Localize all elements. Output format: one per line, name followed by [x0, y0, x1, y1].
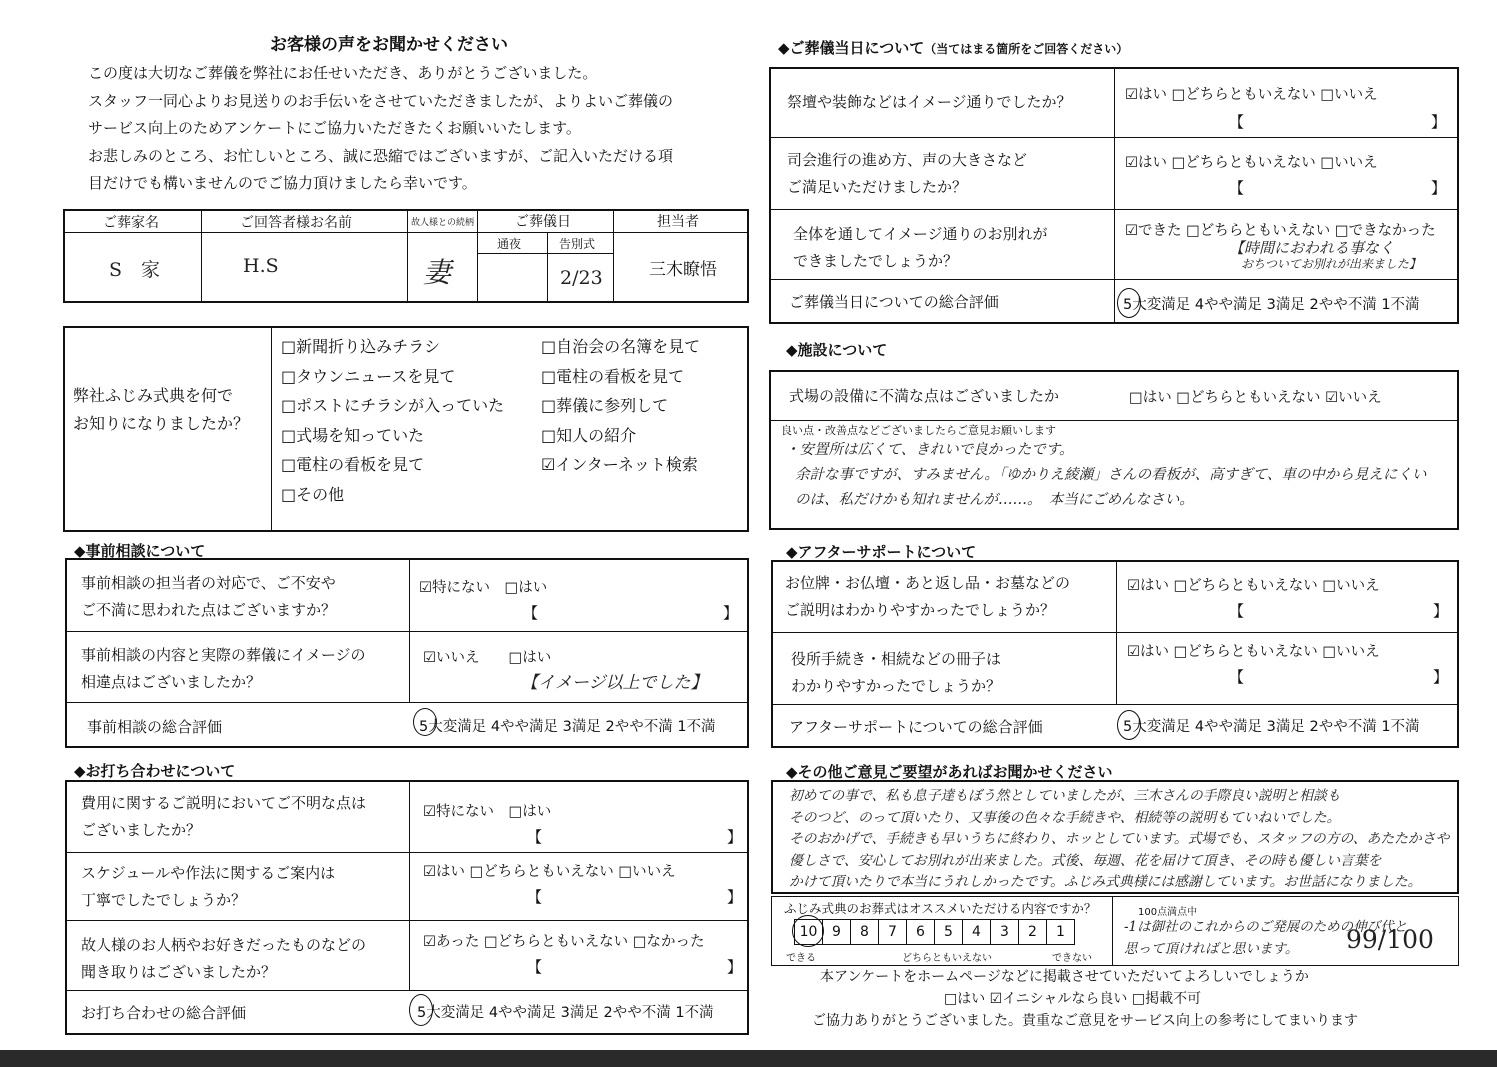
score-circle [792, 915, 824, 947]
meeting-q3 [81, 932, 366, 986]
after-section [771, 560, 1459, 748]
question-line: ご不満に思われた点はございますか？ [81, 601, 337, 619]
score-cell[interactable]: 8 [850, 919, 879, 945]
pre-q1-options[interactable]: ☑特にない □はい [419, 580, 548, 596]
bracket-right: 】 [727, 888, 743, 906]
day-q2-options[interactable]: ☑はい □どちらともいえない □いいえ [1125, 155, 1378, 171]
comment-line: 初めての事で、私も息子達もぼう然としていましたが、三木さんの手際良い説明と相談も [789, 788, 1341, 804]
source-option[interactable]: □式場を知っていた [281, 425, 425, 445]
comment-line: そのつど、のって頂いたり、又事後の色々な手続きや、相続等の説明もていねいでした。 [789, 809, 1341, 826]
source-option[interactable]: □葬儀に参列して [541, 396, 669, 415]
points-label: 100点満点中 [1138, 907, 1198, 918]
facility-section [769, 370, 1459, 530]
question-line: 相違点はございましたか？ [81, 673, 262, 691]
question-line: ご満足いただけましたか？ [787, 178, 968, 196]
day-heading-note: （当てはまる箇所をご回答ください） [924, 42, 1129, 56]
source-option[interactable]: □その他 [281, 484, 345, 504]
source-question-line: お知りになりましたか？ [73, 414, 250, 433]
source-option[interactable]: □自治会の名簿を見て [541, 337, 701, 356]
question-line: 故人様のお人柄やお好きだったものなどの [81, 936, 367, 954]
after-overall-label: アフターサポートについての総合評価 [789, 718, 1043, 736]
comment-line: ・安置所は広くて、きれいで良かったです。 [785, 442, 1074, 458]
day-q3-note-1: 【時間におわれる事なく [1229, 239, 1395, 257]
score-cell[interactable]: 2 [1018, 919, 1047, 945]
bracket-left: 【 [1229, 113, 1245, 131]
intro-line: 目だけでも構いませんのでご協力頂けましたら幸いです。 [88, 174, 477, 192]
bracket-left: 【 [1229, 602, 1245, 620]
meeting-overall-label: お打ち合わせの総合評価 [81, 1004, 247, 1022]
bracket-right: 】 [1431, 113, 1447, 131]
source-option[interactable]: □新聞折り込みチラシ [281, 337, 441, 356]
pre-overall-label: 事前相談の総合評価 [87, 718, 223, 736]
question-line: 司会進行の進め方、声の大きさなど [787, 151, 1028, 169]
question-line: 聞き取りはございましたか？ [81, 963, 277, 981]
day-heading [778, 37, 1128, 58]
source-question-line: 弊社ふじみ式典を何で [73, 386, 234, 405]
header-wake: 通夜 [497, 237, 522, 251]
source-option[interactable]: □電柱の看板を見て [281, 455, 425, 474]
facility-q1-options[interactable]: □はい □どちらともいえない ☑いいえ [1129, 390, 1382, 406]
bracket-left: 【 [527, 828, 543, 846]
intro-text [88, 60, 738, 198]
source-options-col1 [281, 332, 504, 509]
intro-line: スタッフ一同心よりお見送りのお手伝いをさせていただきましたが、よりよいご葬儀の [88, 91, 674, 110]
intro-line: サービス向上のためアンケートにご協力いただきたくお願いいたします。 [88, 119, 581, 137]
meeting-q2 [81, 860, 335, 914]
respondent-name: H.S [243, 255, 279, 277]
day-heading-text: ◆ご葬儀当日について [778, 39, 925, 57]
intro-line: この度は大切なご葬儀を弊社にお任せいただき、ありがとうございました。 [88, 64, 598, 82]
points-comment-1: -1は御社のこれからのご発展のための伸び代と [1124, 919, 1408, 935]
source-option[interactable]: □タウンニュースを見て [281, 366, 456, 386]
after-q1 [785, 570, 1070, 624]
day-overall-rating[interactable]: 5大変満足 4やや満足 3満足 2やや不満 1不満 [1123, 297, 1420, 313]
pre-consult-heading: ◆事前相談について [74, 542, 206, 560]
day-q3-options[interactable]: ☑できた □どちらともいえない □できなかった [1125, 223, 1436, 239]
day-q1-options[interactable]: ☑はい □どちらともいえない □いいえ [1125, 87, 1378, 103]
recommend-question: ふじみ式典のお葬式はオススメいただける内容ですか？ [784, 901, 1097, 916]
pre-consult-section [65, 558, 749, 748]
day-overall-label: ご葬儀当日についての総合評価 [789, 293, 999, 311]
label-cannot: できない [1052, 953, 1092, 964]
points-comment-2: 思って頂ければと思います。 [1124, 941, 1299, 957]
comment-line: 優しさで、安心してお別れが出来ました。式後、毎週、花を届けて頂き、その時も優しい言葉を [789, 852, 1382, 869]
after-q1-options[interactable]: ☑はい □どちらともいえない □いいえ [1127, 578, 1380, 594]
header-respondent: ご回答者様お名前 [240, 215, 352, 231]
comment-line: かけて頂いたりで本当にうれしかったです。ふじみ式典様には感謝しています。お世話になりました。 [789, 874, 1422, 890]
question-line: ご説明はわかりやすかったでしょうか？ [785, 601, 1056, 619]
source-option[interactable]: □知人の紹介 [541, 425, 637, 445]
info-table [63, 209, 749, 303]
pre-q1-bracket-left: 【 [523, 604, 539, 622]
thanks-text: ご協力ありがとうございました。貴重なご意見をサービス向上の参考にしてまいります [812, 1013, 1358, 1029]
score-cell[interactable]: 7 [878, 919, 907, 945]
staff-name: 三木瞭悟 [649, 260, 717, 280]
day-section [769, 67, 1459, 324]
score-cell[interactable]: 10 [794, 919, 823, 945]
facility-q1: 式場の設備に不満な点はございましたか [789, 387, 1060, 405]
facility-heading: ◆施設について [786, 341, 888, 359]
meeting-q1 [81, 790, 366, 844]
question-line: スケジュールや作法に関するご案内は [81, 864, 336, 882]
funeral-date: 2/23 [560, 267, 603, 289]
meeting-heading: ◆お打ち合わせについて [74, 762, 236, 780]
after-q2 [791, 646, 1001, 700]
day-q1: 祭壇や装飾などはイメージ通りでしたか？ [787, 93, 1072, 111]
score-cell[interactable]: 4 [962, 919, 991, 945]
header-date: ご葬儀日 [515, 214, 571, 230]
after-q2-options[interactable]: ☑はい □どちらともいえない □いいえ [1127, 644, 1380, 660]
other-comment [789, 786, 1449, 894]
source-option[interactable]: □電柱の看板を見て [541, 366, 685, 386]
question-line: できましたでしょうか？ [793, 252, 959, 270]
header-staff: 担当者 [657, 214, 699, 230]
pre-q2 [81, 642, 366, 696]
meeting-q1-options[interactable]: ☑特にない □はい [423, 804, 552, 820]
score-cell[interactable]: 5 [934, 919, 963, 945]
question-line: 事前相談の担当者の対応で、ご不安や [81, 574, 336, 592]
pre-q2-note: 【イメージ以上でした】 [521, 673, 708, 693]
bracket-left: 【 [1229, 179, 1245, 197]
day-q2 [787, 147, 1027, 201]
score-cell[interactable]: 9 [822, 919, 851, 945]
bracket-right: 】 [1431, 179, 1447, 197]
bracket-left: 【 [527, 958, 543, 976]
bracket-right: 】 [727, 828, 743, 846]
question-line: わかりやすかったでしょうか？ [791, 677, 1002, 695]
label-can: できる [786, 953, 816, 964]
points-score: 99/100 [1346, 925, 1434, 954]
survey-title: お客様の声をお聞かせください [270, 35, 508, 55]
score-cell[interactable]: 1 [1046, 919, 1075, 945]
question-line: 丁寧でしたでしょうか？ [81, 891, 247, 909]
comment-line: 余計な事ですが、すみません。「ゆかりえ綾瀬」さんの看板が、高すぎて、車の中から見えにくい [795, 467, 1427, 483]
source-options-col2 [541, 332, 700, 480]
day-q3 [793, 221, 1048, 275]
source-option[interactable]: ☑インターネット検索 [541, 455, 698, 474]
meeting-overall-rating[interactable]: 5大変満足 4やや満足 3満足 2やや不満 1不満 [417, 1005, 714, 1021]
bracket-right: 】 [727, 958, 743, 976]
label-neither: どちらともいえない [902, 953, 992, 964]
comment-line: のは、私だけかも知れませんが……。 本当にごめんなさい。 [795, 492, 1194, 508]
bracket-left: 【 [1229, 668, 1245, 686]
source-section [63, 326, 749, 532]
header-funeral: 告別式 [559, 237, 596, 251]
meeting-q2-options[interactable]: ☑はい □どちらともいえない □いいえ [423, 864, 676, 880]
publish-options[interactable]: □はい ☑イニシャルなら良い □掲載不可 [944, 991, 1202, 1007]
source-option[interactable]: □ポストにチラシが入っていた [281, 396, 505, 415]
bracket-left: 【 [527, 888, 543, 906]
scan-edge [0, 1050, 1497, 1067]
relation-value: 妻 [423, 256, 452, 289]
recommend-scale [794, 919, 1074, 945]
question-line: ございましたか？ [81, 821, 202, 839]
question-line: お位牌・お仏壇・あと返し品・お墓などの [785, 574, 1071, 592]
pre-q1 [81, 570, 336, 624]
bracket-right: 】 [1433, 602, 1449, 620]
after-overall-rating[interactable]: 5大変満足 4やや満足 3満足 2やや不満 1不満 [1123, 719, 1420, 735]
recommend-box [771, 896, 1459, 966]
header-family: ご葬家名 [103, 215, 159, 231]
family-name: S 家 [109, 259, 161, 281]
comment-line: そのおかげで、手続きも早いうちに終わり、ホッとしています。式場でも、スタッフの方の、あたたかさや [789, 831, 1450, 847]
pre-q1-bracket-right: 】 [723, 604, 739, 622]
other-heading: ◆その他ご意見ご要望があればお聞かせください [786, 763, 1113, 781]
score-cell[interactable]: 3 [990, 919, 1019, 945]
facility-comment [785, 438, 1426, 513]
question-line: 全体を通してイメージ通りのお別れが [793, 225, 1048, 243]
meeting-section [65, 780, 749, 1035]
publish-question: 本アンケートをホームページなどに掲載させていただいてよろしいでしょうか [820, 969, 1309, 985]
bracket-right: 】 [1433, 668, 1449, 686]
other-comment-box [771, 780, 1459, 894]
pre-q2-options[interactable]: ☑いいえ □はい [423, 650, 552, 666]
after-heading: ◆アフターサポートについて [786, 543, 977, 561]
question-line: 役所手続き・相続などの冊子は [791, 650, 1002, 668]
question-line: 事前相談の内容と実際の葬儀にイメージの [81, 646, 366, 664]
day-q3-note-2: おちついてお別れが出来ました】 [1241, 257, 1421, 271]
question-line: 費用に関するご説明においてご不明な点は [81, 794, 367, 812]
pre-overall-rating[interactable]: 5大変満足 4やや満足 3満足 2やや不満 1不満 [419, 719, 716, 735]
header-relation: 故人様との続柄 [411, 218, 475, 228]
facility-comment-label: 良い点・改善点などございましたらご意見お願いします [781, 424, 1056, 437]
source-question [73, 382, 249, 438]
score-cell[interactable]: 6 [906, 919, 935, 945]
meeting-q3-options[interactable]: ☑あった □どちらともいえない □なかった [423, 934, 705, 950]
intro-line: お悲しみのところ、お忙しいところ、誠に恐縮ではございますが、ご記入いただける項 [88, 146, 674, 165]
